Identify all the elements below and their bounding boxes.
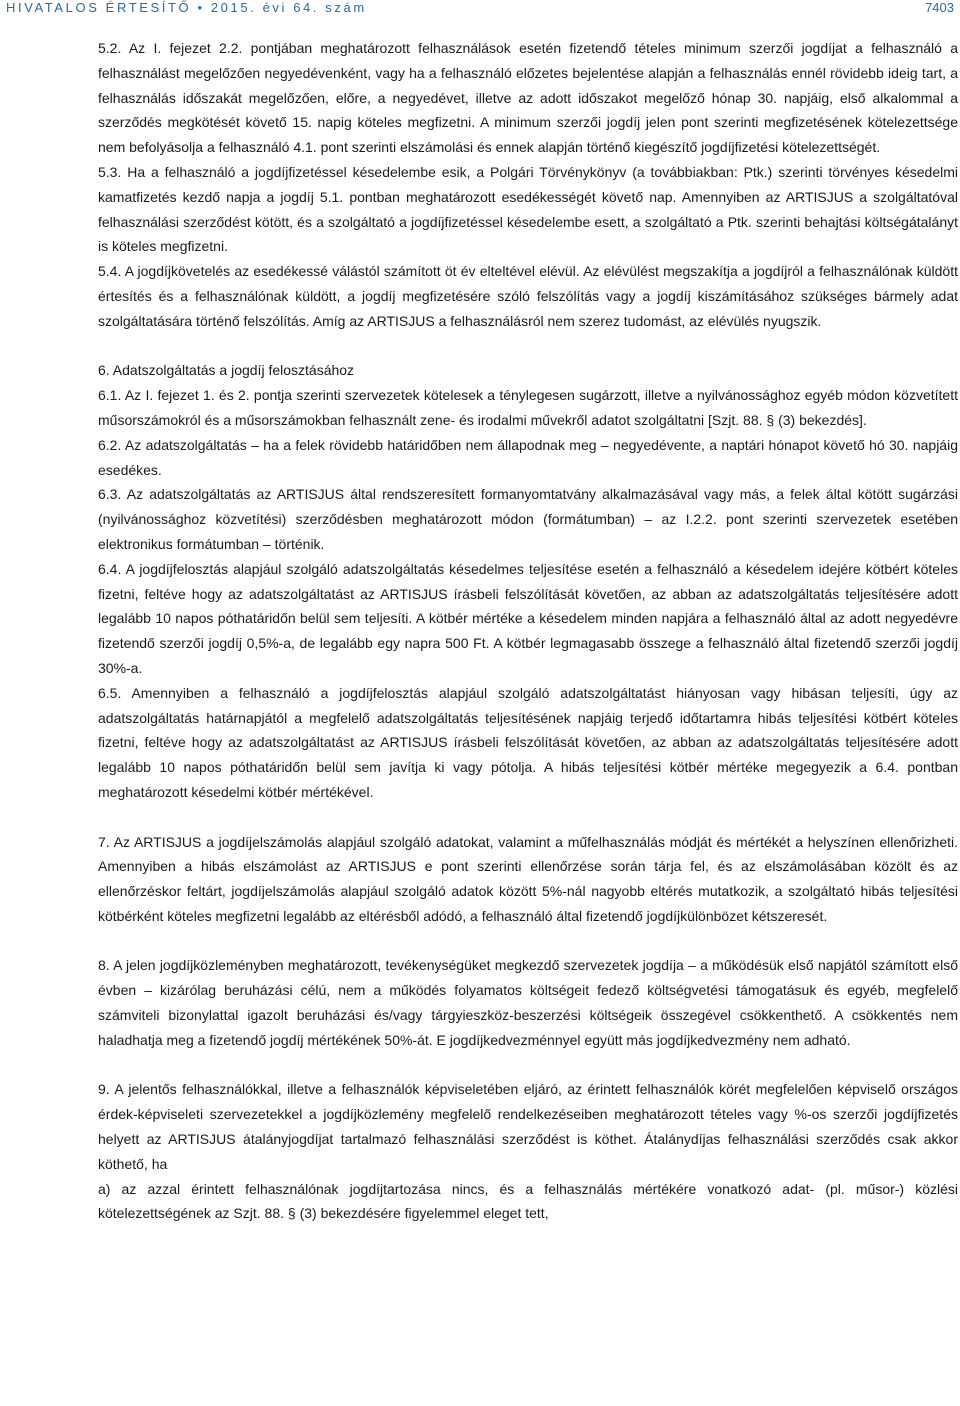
paragraph-5-2: 5.2. Az I. fejezet 2.2. pontjában meghatározott felhasználások esetén fizetendő tételes minimum szerzői jogdíjat a felhasználó a felhasználást megelőzően negyedévenként, vagy ha a felhasználó előzetes bejelentése alapján a felhasználás ennél rövidebb ideig tart, a felhasználás időszakát megelőzően, előre, a negyedévet, illetve az adott időszakot megelőző hónap 30. napjáig, első alkalommal a szerződés megkötését követő 15. napig köteles megfizetni. A minimum szerzői jogdíj jelen pont szerinti megfizetésének kötelezettsége nem befolyásolja a felhasználó 4.1. pont szerinti elszámolási és ennek alapján történő kiegészítő jogdíjfizetési kötelezettségét. [98,40,958,156]
spacer [98,1053,958,1078]
document-body [98,36,958,1226]
paragraph-9-a: a) az azzal érintett felhasználónak jogdíjtartozása nincs, és a felhasználás mértékére vonatkozó adat- (pl. műsor-) közlési kötelezettségének az Szjt. 88. § (3) bekezdésére figyelemmel eleget tett, [98,1180,958,1222]
page-number: 7403 [925,0,954,15]
spacer [98,929,958,954]
paragraph-8: 8. A jelen jogdíjközleményben meghatározott, tevékenységüket megkezdő szervezetek jogdíja – a működésük első napjától számított első évben – kizárólag beruházási célú, nem a működés folyamatos költségeit fedező költségvetési támogatásuk és egyéb, megfelelő számviteli bizonylattal igazolt beruházási és/vagy tárgyieszköz-beszerzési költségeik összegével csökkenthető. A csökkentés nem haladhatja meg a fizetendő jogdíj mértékének 50%-át. E jogdíjkedvezménnyel együtt más jogdíjkedvezmény nem adható. [98,957,958,1048]
paragraph-6-4: 6.4. A jogdíjfelosztás alapjául szolgáló adatszolgáltatás késedelmes teljesítése esetén a felhasználó a késedelem idejére kötbért köteles fizetni, feltéve hogy az adatszolgáltatást az ARTISJUS írásbeli felszólítását követően, az abban az adatszolgáltatás teljesítésére adott legalább 10 napos póthatáridőn belül sem teljesíti. A kötbér mértéke a késedelem minden napjára a felhasználó által az adott negyedévre fizetendő szerzői jogdíj 0,5%-a, de legalább egy napra 500 Ft. A kötbér legmagasabb összege a felhasználó által fizetendő szerzői jogdíj 30%-a. [98,560,958,676]
spacer [98,334,958,359]
paragraph-6-5: 6.5. Amennyiben a felhasználó a jogdíjfelosztás alapjául szolgáló adatszolgáltatást hiányosan vagy hibásan teljesíti, úgy az adatszolgáltatás határnapjától a megfelelő adatszolgáltatás teljesítésének napjáig terjedő időtartamra hibás teljesítési kötbért köteles fizetni, feltéve hogy az adatszolgáltatást az ARTISJUS írásbeli felszólítását követően, az abban az adatszolgáltatás teljesítésére adott legalább 10 napos póthatáridőn belül sem javítja ki vagy pótolja. A hibás teljesítési kötbér mértéke megegyezik a 6.4. pontban meghatározott késedelmi kötbér mértékével. [98,684,958,800]
paragraph-6-3: 6.3. Az adatszolgáltatás az ARTISJUS által rendszeresített formanyomtatvány alkalmazásával vagy más, a felek által kötött sugárzási (nyilvánossághoz közvetítési) szerződésben meghatározott módon (formátumban) – az I.2.2. pont szerinti szervezetek esetében elektronikus formátumban – történik. [98,486,958,552]
paragraph-5-4: 5.4. A jogdíjkövetelés az esedékessé válástól számított öt év elteltével elévül. Az elévülést megszakítja a jogdíjról a felhasználónak küldött értesítés és a felhasználónak küldött, a jogdíj megfizetésére szóló felszólítás vagy a jogdíj kiszámításához szükséges bármely adat szolgáltatására történő felszólítás. Amíg az ARTISJUS a felhasználásról nem szerez tudomást, az elévülés nyugszik. [98,263,958,329]
journal-title: HIVATALOS ÉRTESÍTŐ • 2015. évi 64. szám [6,0,367,15]
paragraph-5-3: 5.3. Ha a felhasználó a jogdíjfizetéssel késedelembe esik, a Polgári Törvénykönyv (a továbbiakban: Ptk.) szerinti törvényes késedelmi kamatfizetés kezdő napja a jogdíj 5.1. pontban meghatározott esedékességét követő nap. Amennyiben az ARTISJUS a szolgáltatóval felhasználási szerződést kötött, és a szolgáltató a jogdíjfizetéssel késedelembe esett, a szolgáltató a Ptk. szerinti behajtási költségátalányt is köteles megfizetni. [98,163,958,255]
section-6-heading: 6. Adatszolgáltatás a jogdíj felosztásához [98,362,355,379]
paragraph-6-1: 6.1. Az I. fejezet 1. és 2. pontja szerinti szervezetek kötelesek a ténylegesen sugárzott, illetve a nyilvánossághoz egyéb módon közvetített műsorszámokról és a műsorszámokban felhasznált zene- és irodalmi művekről adatot szolgáltatni [Szjt. 88. § (3) bekezdés]. [98,387,958,428]
spacer [98,805,958,830]
page-header [0,0,960,22]
paragraph-9: 9. A jelentős felhasználókkal, illetve a felhasználók képviseletében eljáró, az érintett felhasználók körét megfelelően képviselő országos érdek-képviseleti szervezetekkel a jogdíjközlemény megfelelő rendelkezéseiben meghatározott tételes vagy %-os szerzői jogdíjfizetés helyett az ARTISJUS átalányjogdíjat tartalmazó felhasználási szerződést is köthet. Átalánydíjas felhasználási szerződés csak akkor köthető, ha [98,1081,958,1172]
paragraph-7: 7. Az ARTISJUS a jogdíjelszámolás alapjául szolgáló adatokat, valamint a műfelhasználás módját és mértékét a helyszínen ellenőrizheti. Amennyiben a hibás elszámolást az ARTISJUS e pont szerinti ellenőrzése során tárja fel, és az elszámolásában közölt és az ellenőrzéskor feltárt, jogdíjelszámolás alapjául szolgáló adatok között 5%-nál nagyobb eltérés mutatkozik, a szolgáltató hibás teljesítési kötbérként köteles megfizetni legalább az eltérésből adódó, a felhasználó által fizetendő jogdíjkülönbözet kétszeresét. [98,833,958,924]
paragraph-6-2: 6.2. Az adatszolgáltatás – ha a felek rövidebb határidőben nem állapodnak meg – negyedévente, a naptári hónapot követő hó 30. napjáig esedékes. [98,436,958,478]
